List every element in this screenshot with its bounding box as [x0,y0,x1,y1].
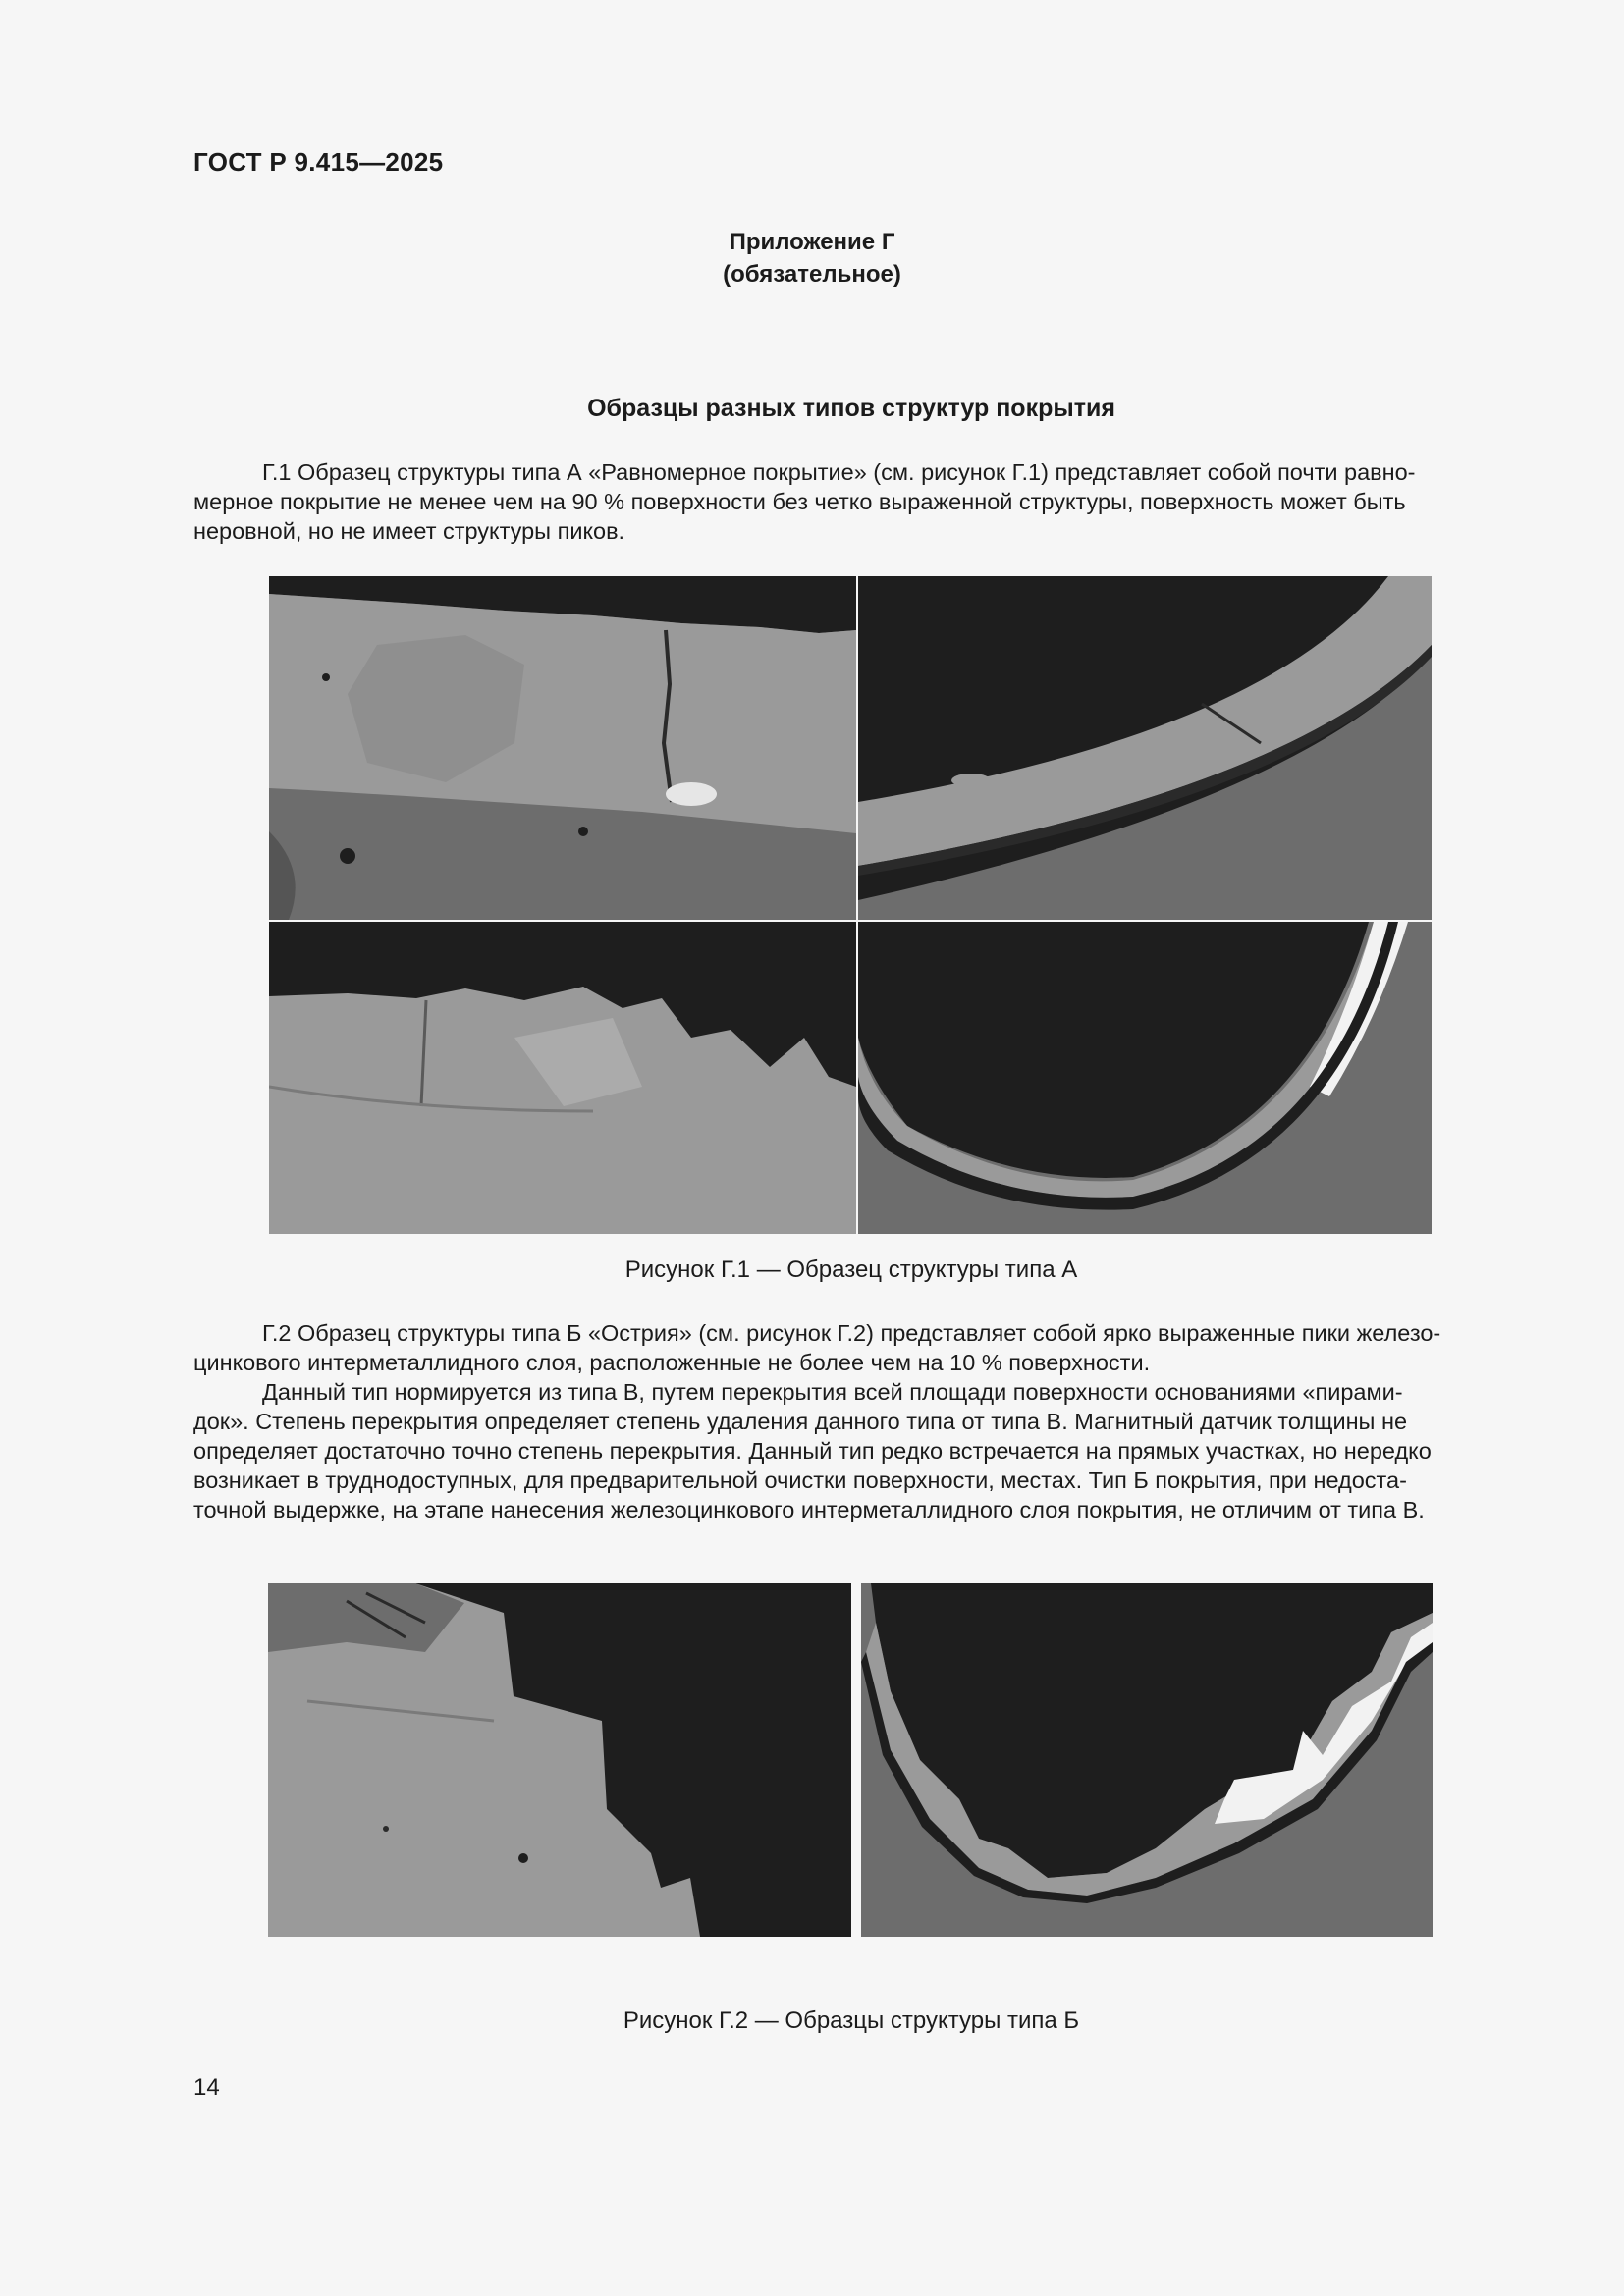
paragraph-line: определяет достаточно точно степень перекрытия. Данный тип редко встречается на прямых участках, но нередко [193,1438,1432,1464]
paragraph-line: неровной, но не имеет структуры пиков. [193,518,625,544]
paragraph-line: цинкового интерметаллидного слоя, расположенные не более чем на 10 % поверхности. [193,1350,1151,1375]
paragraph-line: мерное покрытие не менее чем на 90 % поверхности без четко выраженной структуры, поверхность может быть [193,489,1406,514]
appendix-status: (обязательное) [723,261,901,288]
figure-g2-micrograph-left [268,1583,851,1937]
page-number: 14 [193,2074,220,2101]
standard-code: ГОСТ Р 9.415—2025 [193,147,444,177]
paragraph-line: Г.2 Образец структуры типа Б «Острия» (см. рисунок Г.2) представляет собой ярко выраженные пики железо- [262,1320,1441,1346]
paragraph-g2-details [193,1377,1505,1524]
figure-g1-image [269,576,1432,1234]
micrograph-b1 [268,1583,851,1937]
figure-g2-caption: Рисунок Г.2 — Образцы структуры типа Б [623,2007,1080,2034]
appendix-heading [0,226,1624,291]
micrograph-a4 [858,922,1432,1234]
figure-g2-micrograph-right [861,1583,1433,1937]
micrograph-b2 [861,1583,1433,1937]
micrograph-a2 [858,576,1432,920]
figure-g1-caption: Рисунок Г.1 — Образец структуры типа А [624,1256,1078,1283]
figure-g1-micrographs [269,576,1432,1234]
appendix-title: Приложение Г [729,229,895,255]
paragraph-g2 [193,1318,1505,1377]
micrograph-a3 [269,922,856,1234]
paragraph-line: Данный тип нормируется из типа В, путем перекрытия всей площади поверхности основаниями «пирами- [262,1379,1403,1405]
section-title: Образцы разных типов структур покрытия [587,395,1115,422]
paragraph-line: Г.1 Образец структуры типа А «Равномерное покрытие» (см. рисунок Г.1) представляет собой почти равно- [262,459,1416,485]
paragraph-line: возникает в труднодоступных, для предварительной очистки поверхности, местах. Тип Б покрытия, при недоста- [193,1468,1407,1493]
paragraph-g1 [193,457,1505,546]
paragraph-line: точной выдержке, на этапе нанесения железоцинкового интерметаллидного слоя покрытия, не отличим от типа В. [193,1497,1425,1522]
paragraph-line: док». Степень перекрытия определяет степень удаления данного типа от типа В. Магнитный датчик толщины не [193,1409,1408,1434]
micrograph-a1 [269,576,856,920]
